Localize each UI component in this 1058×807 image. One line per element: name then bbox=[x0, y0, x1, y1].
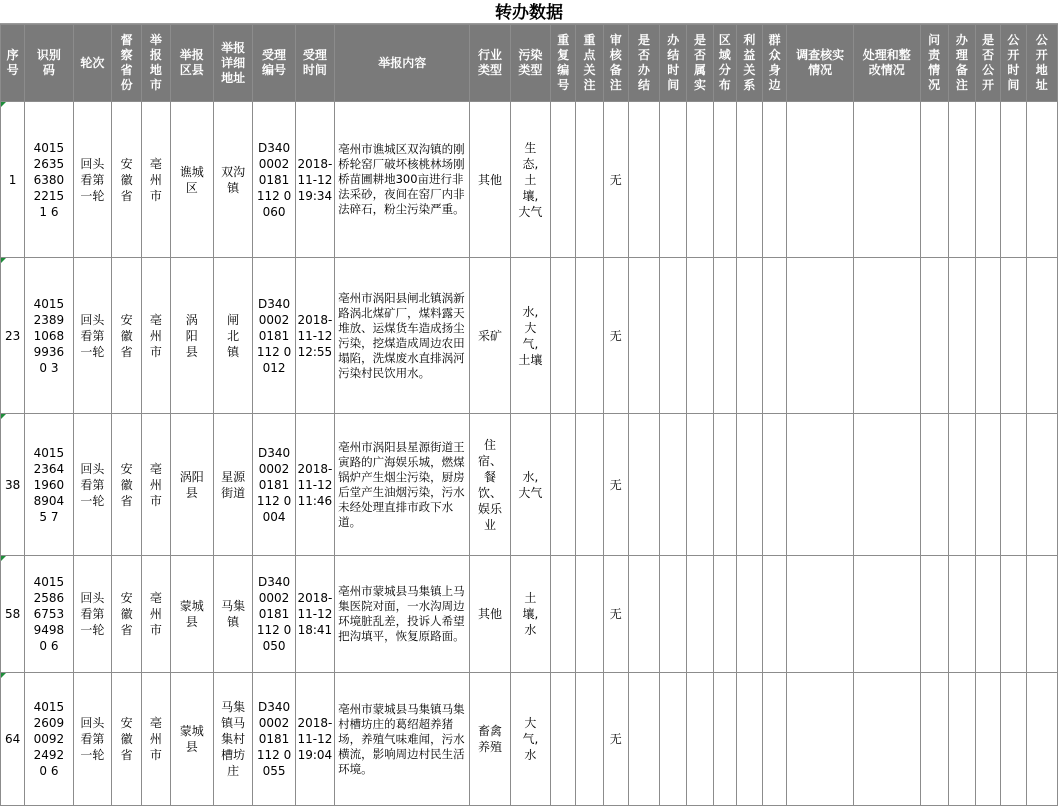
header-cell[interactable]: 是否属实 bbox=[687, 25, 713, 102]
cell-empty[interactable] bbox=[948, 258, 975, 414]
cell-empty[interactable] bbox=[687, 673, 713, 806]
cell-empty[interactable] bbox=[713, 102, 736, 258]
cell-empty[interactable] bbox=[628, 258, 659, 414]
header-cell[interactable]: 重点关注 bbox=[576, 25, 603, 102]
header-cell[interactable]: 序号 bbox=[1, 25, 25, 102]
cell-empty[interactable] bbox=[576, 258, 603, 414]
cell-empty[interactable] bbox=[628, 673, 659, 806]
cell-empty[interactable] bbox=[976, 556, 1001, 673]
header-cell[interactable]: 举报区县 bbox=[170, 25, 213, 102]
cell-province[interactable]: 安徽省 bbox=[112, 673, 142, 806]
cell-district[interactable]: 谯城区 bbox=[170, 102, 213, 258]
cell-review-note[interactable]: 无 bbox=[603, 102, 628, 258]
cell-empty[interactable] bbox=[787, 673, 854, 806]
cell-empty[interactable] bbox=[551, 673, 576, 806]
cell-empty[interactable] bbox=[551, 414, 576, 556]
cell-content[interactable]: 亳州市谯城区双沟镇的刚桥轮窑厂破坏核桃林场刚桥苗圃耕地300亩进行非法采砂，夜间在窑厂内非法碎石，粉尘污染严重。 bbox=[335, 102, 470, 258]
cell-seq[interactable]: 1 bbox=[1, 102, 25, 258]
cell-empty[interactable] bbox=[763, 102, 787, 258]
header-cell[interactable]: 轮次 bbox=[73, 25, 111, 102]
cell-accept-time[interactable]: 2018-11-12 11:46 bbox=[295, 414, 334, 556]
cell-empty[interactable] bbox=[787, 556, 854, 673]
cell-empty[interactable] bbox=[948, 673, 975, 806]
cell-accept-no[interactable]: D34000020181112 0004 bbox=[253, 414, 295, 556]
cell-empty[interactable] bbox=[1001, 258, 1026, 414]
cell-empty[interactable] bbox=[660, 258, 687, 414]
header-cell[interactable]: 是否办结 bbox=[628, 25, 659, 102]
header-cell[interactable]: 处理和整改情况 bbox=[853, 25, 920, 102]
cell-round[interactable]: 回头看第一轮 bbox=[73, 258, 111, 414]
cell-empty[interactable] bbox=[687, 258, 713, 414]
cell-province[interactable]: 安徽省 bbox=[112, 414, 142, 556]
cell-pollution[interactable]: 大气,水 bbox=[510, 673, 550, 806]
table-row[interactable] bbox=[1, 258, 1058, 414]
cell-empty[interactable] bbox=[713, 673, 736, 806]
cell-address[interactable]: 双沟镇 bbox=[213, 102, 252, 258]
table-row[interactable] bbox=[1, 673, 1058, 806]
header-cell[interactable]: 受理编号 bbox=[253, 25, 295, 102]
cell-accept-no[interactable]: D34000020181112 0012 bbox=[253, 258, 295, 414]
header-cell[interactable]: 区域分布 bbox=[713, 25, 736, 102]
cell-empty[interactable] bbox=[1001, 414, 1026, 556]
cell-seq[interactable]: 58 bbox=[1, 556, 25, 673]
cell-content[interactable]: 亳州市涡阳县闸北镇涡新路涡北煤矿厂，煤料露天堆放、运煤货车造成扬尘污染，挖煤造成周边农田塌陷，洗煤废水直排涡河污染村民饮用水。 bbox=[335, 258, 470, 414]
cell-empty[interactable] bbox=[853, 258, 920, 414]
cell-empty[interactable] bbox=[853, 673, 920, 806]
cell-pollution[interactable]: 水,大气,土壤 bbox=[510, 258, 550, 414]
cell-accept-no[interactable]: D34000020181112 0060 bbox=[253, 102, 295, 258]
cell-industry[interactable]: 其他 bbox=[470, 556, 510, 673]
cell-empty[interactable] bbox=[551, 102, 576, 258]
cell-city[interactable]: 亳州市 bbox=[142, 556, 170, 673]
cell-accept-no[interactable]: D34000020181112 0055 bbox=[253, 673, 295, 806]
cell-empty[interactable] bbox=[948, 102, 975, 258]
cell-empty[interactable] bbox=[853, 556, 920, 673]
cell-round[interactable]: 回头看第一轮 bbox=[73, 414, 111, 556]
cell-district[interactable]: 涡阳县 bbox=[170, 414, 213, 556]
cell-empty[interactable] bbox=[787, 258, 854, 414]
cell-content[interactable]: 亳州市涡阳县星源街道王寅路的广海娱乐城，燃煤锅炉产生烟尘污染，厨房后堂产生油烟污染，污水未经处理直排市政下水道。 bbox=[335, 414, 470, 556]
cell-empty[interactable] bbox=[1001, 673, 1026, 806]
header-cell[interactable]: 办理备注 bbox=[948, 25, 975, 102]
cell-industry[interactable]: 畜禽养殖 bbox=[470, 673, 510, 806]
cell-empty[interactable] bbox=[976, 258, 1001, 414]
cell-review-note[interactable]: 无 bbox=[603, 556, 628, 673]
cell-empty[interactable] bbox=[920, 673, 948, 806]
cell-empty[interactable] bbox=[713, 258, 736, 414]
cell-empty[interactable] bbox=[948, 556, 975, 673]
header-cell[interactable]: 举报内容 bbox=[335, 25, 470, 102]
cell-address[interactable]: 星源街道 bbox=[213, 414, 252, 556]
cell-code[interactable]: 40152635638022151 6 bbox=[25, 102, 73, 258]
header-cell[interactable]: 举报详细地址 bbox=[213, 25, 252, 102]
cell-empty[interactable] bbox=[736, 414, 762, 556]
cell-empty[interactable] bbox=[736, 258, 762, 414]
data-table bbox=[0, 24, 1058, 806]
cell-address[interactable]: 闸北镇 bbox=[213, 258, 252, 414]
cell-empty[interactable] bbox=[1026, 258, 1058, 414]
table-row[interactable] bbox=[1, 556, 1058, 673]
cell-district[interactable]: 蒙城县 bbox=[170, 673, 213, 806]
cell-code[interactable]: 40152609009224920 6 bbox=[25, 673, 73, 806]
cell-empty[interactable] bbox=[576, 556, 603, 673]
header-cell[interactable]: 问责情况 bbox=[920, 25, 948, 102]
cell-empty[interactable] bbox=[736, 102, 762, 258]
header-cell[interactable]: 督察省份 bbox=[112, 25, 142, 102]
cell-city[interactable]: 亳州市 bbox=[142, 673, 170, 806]
cell-empty[interactable] bbox=[576, 414, 603, 556]
cell-empty[interactable] bbox=[763, 414, 787, 556]
cell-empty[interactable] bbox=[787, 414, 854, 556]
cell-province[interactable]: 安徽省 bbox=[112, 556, 142, 673]
cell-empty[interactable] bbox=[763, 556, 787, 673]
header-row bbox=[1, 25, 1058, 102]
cell-accept-no[interactable]: D34000020181112 0050 bbox=[253, 556, 295, 673]
header-cell[interactable]: 是否公开 bbox=[976, 25, 1001, 102]
cell-empty[interactable] bbox=[551, 556, 576, 673]
cell-empty[interactable] bbox=[551, 258, 576, 414]
cell-address[interactable]: 马集镇 bbox=[213, 556, 252, 673]
cell-accept-time[interactable]: 2018-11-12 19:34 bbox=[295, 102, 334, 258]
cell-empty[interactable] bbox=[660, 556, 687, 673]
cell-industry[interactable]: 其他 bbox=[470, 102, 510, 258]
header-cell[interactable]: 受理时间 bbox=[295, 25, 334, 102]
header-cell[interactable]: 污染类型 bbox=[510, 25, 550, 102]
header-cell[interactable]: 办结时间 bbox=[660, 25, 687, 102]
table-row[interactable] bbox=[1, 414, 1058, 556]
cell-province[interactable]: 安徽省 bbox=[112, 258, 142, 414]
cell-empty[interactable] bbox=[948, 414, 975, 556]
cell-empty[interactable] bbox=[687, 102, 713, 258]
cell-city[interactable]: 亳州市 bbox=[142, 102, 170, 258]
cell-empty[interactable] bbox=[920, 102, 948, 258]
cell-empty[interactable] bbox=[976, 414, 1001, 556]
cell-industry[interactable]: 住宿、餐饮、娱乐业 bbox=[470, 414, 510, 556]
cell-empty[interactable] bbox=[853, 414, 920, 556]
cell-empty[interactable] bbox=[1026, 556, 1058, 673]
cell-review-note[interactable]: 无 bbox=[603, 258, 628, 414]
header-cell[interactable]: 公开地址 bbox=[1026, 25, 1058, 102]
cell-empty[interactable] bbox=[1001, 556, 1026, 673]
cell-empty[interactable] bbox=[687, 414, 713, 556]
header-cell[interactable]: 重复编号 bbox=[551, 25, 576, 102]
cell-district[interactable]: 涡阳县 bbox=[170, 258, 213, 414]
cell-industry[interactable]: 采矿 bbox=[470, 258, 510, 414]
cell-pollution[interactable]: 生态,土壤,大气 bbox=[510, 102, 550, 258]
cell-empty[interactable] bbox=[920, 258, 948, 414]
cell-seq[interactable]: 38 bbox=[1, 414, 25, 556]
cell-empty[interactable] bbox=[576, 102, 603, 258]
header-cell[interactable]: 利益关系 bbox=[736, 25, 762, 102]
cell-code[interactable]: 40152364196089045 7 bbox=[25, 414, 73, 556]
cell-empty[interactable] bbox=[853, 102, 920, 258]
cell-empty[interactable] bbox=[1026, 673, 1058, 806]
cell-content[interactable]: 亳州市蒙城县马集镇马集村槽坊庄的葛绍超养猪场，养殖气味难闻，污水横流，影响周边村民生活环境。 bbox=[335, 673, 470, 806]
header-cell[interactable]: 举报地市 bbox=[142, 25, 170, 102]
header-cell[interactable]: 审核备注 bbox=[603, 25, 628, 102]
cell-code[interactable]: 40152389106899360 3 bbox=[25, 258, 73, 414]
cell-empty[interactable] bbox=[660, 102, 687, 258]
cell-empty[interactable] bbox=[713, 414, 736, 556]
cell-round[interactable]: 回头看第一轮 bbox=[73, 102, 111, 258]
cell-code[interactable]: 40152586675394980 6 bbox=[25, 556, 73, 673]
header-cell[interactable]: 群众身边 bbox=[763, 25, 787, 102]
cell-seq[interactable]: 23 bbox=[1, 258, 25, 414]
cell-empty[interactable] bbox=[1026, 414, 1058, 556]
cell-empty[interactable] bbox=[787, 102, 854, 258]
cell-empty[interactable] bbox=[628, 414, 659, 556]
cell-empty[interactable] bbox=[976, 102, 1001, 258]
cell-empty[interactable] bbox=[920, 556, 948, 673]
cell-accept-time[interactable]: 2018-11-12 19:04 bbox=[295, 673, 334, 806]
cell-pollution[interactable]: 水,大气 bbox=[510, 414, 550, 556]
header-cell[interactable]: 识别码 bbox=[25, 25, 73, 102]
cell-content[interactable]: 亳州市蒙城县马集镇上马集医院对面，一水沟周边环境脏乱差，投诉人希望把沟填平，恢复原路面。 bbox=[335, 556, 470, 673]
cell-empty[interactable] bbox=[736, 673, 762, 806]
cell-empty[interactable] bbox=[1026, 102, 1058, 258]
cell-empty[interactable] bbox=[576, 673, 603, 806]
cell-seq[interactable]: 64 bbox=[1, 673, 25, 806]
cell-empty[interactable] bbox=[628, 102, 659, 258]
table-row[interactable] bbox=[1, 102, 1058, 258]
cell-city[interactable]: 亳州市 bbox=[142, 258, 170, 414]
cell-city[interactable]: 亳州市 bbox=[142, 414, 170, 556]
cell-empty[interactable] bbox=[920, 414, 948, 556]
cell-round[interactable]: 回头看第一轮 bbox=[73, 673, 111, 806]
cell-empty[interactable] bbox=[1001, 102, 1026, 258]
cell-empty[interactable] bbox=[628, 556, 659, 673]
cell-empty[interactable] bbox=[713, 556, 736, 673]
cell-empty[interactable] bbox=[736, 556, 762, 673]
cell-review-note[interactable]: 无 bbox=[603, 673, 628, 806]
cell-empty[interactable] bbox=[976, 673, 1001, 806]
cell-empty[interactable] bbox=[660, 414, 687, 556]
cell-review-note[interactable]: 无 bbox=[603, 414, 628, 556]
cell-district[interactable]: 蒙城县 bbox=[170, 556, 213, 673]
cell-pollution[interactable]: 土壤,水 bbox=[510, 556, 550, 673]
cell-province[interactable]: 安徽省 bbox=[112, 102, 142, 258]
sheet-title: 转办数据 bbox=[0, 0, 1058, 24]
cell-address[interactable]: 马集镇马集村槽坊庄 bbox=[213, 673, 252, 806]
cell-empty[interactable] bbox=[660, 673, 687, 806]
cell-round[interactable]: 回头看第一轮 bbox=[73, 556, 111, 673]
cell-accept-time[interactable]: 2018-11-12 18:41 bbox=[295, 556, 334, 673]
header-cell[interactable]: 公开时间 bbox=[1001, 25, 1026, 102]
cell-accept-time[interactable]: 2018-11-12 12:55 bbox=[295, 258, 334, 414]
cell-empty[interactable] bbox=[687, 556, 713, 673]
cell-empty[interactable] bbox=[763, 258, 787, 414]
cell-empty[interactable] bbox=[763, 673, 787, 806]
header-cell[interactable]: 调查核实情况 bbox=[787, 25, 854, 102]
header-cell[interactable]: 行业类型 bbox=[470, 25, 510, 102]
